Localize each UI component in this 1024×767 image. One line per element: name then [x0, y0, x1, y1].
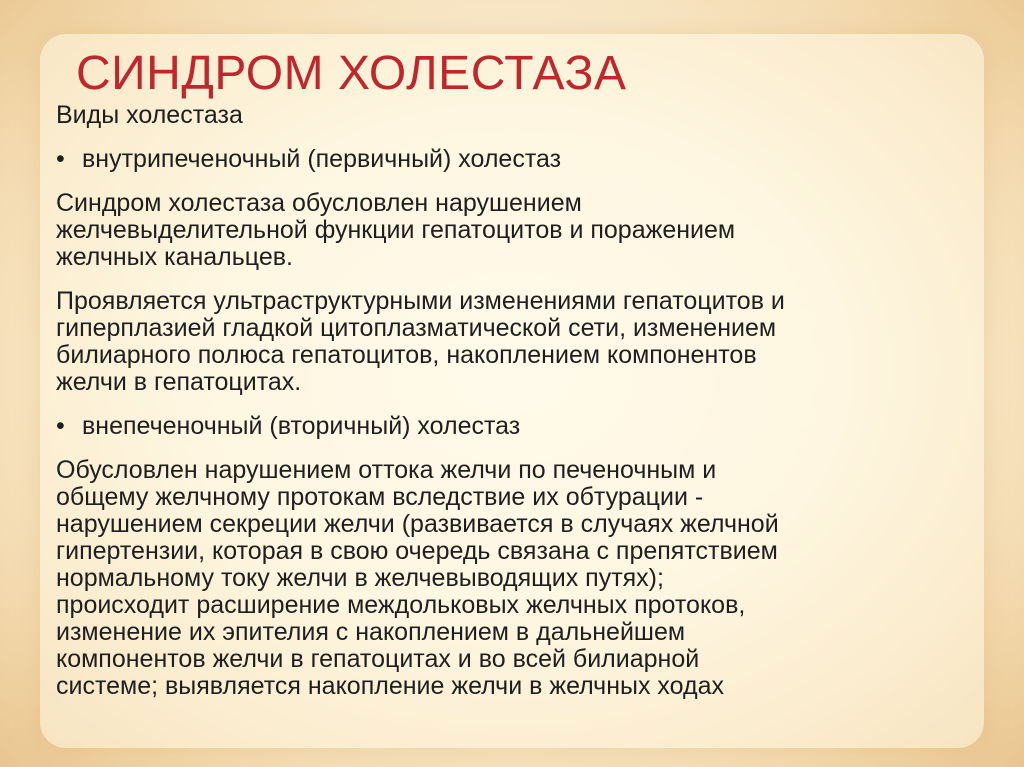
bullet-dot: • [56, 145, 65, 173]
paragraph-extrahepatic [56, 457, 976, 700]
paragraph-line: желчи в гепатоцитах. [56, 368, 302, 396]
slide-title: СИНДРОМ ХОЛЕСТАЗА [76, 47, 627, 100]
slide-content [56, 102, 976, 717]
paragraph-line: гиперплазией гладкой цитоплазматической сети, изменением [56, 314, 777, 342]
bullet-intrahepatic-text: внутрипеченочный (первичный) холестаз [82, 145, 562, 173]
paragraph-line: нарушением секреции желчи (развивается в случаях желчной [56, 510, 779, 538]
paragraph-line: происходит расширение междольковых желчных протоков, [56, 591, 746, 619]
paragraph-definition [56, 190, 976, 271]
paragraph-line: системе; выявляется накопление желчи в желчных ходах [56, 672, 724, 700]
paragraph-line: желчных канальцев. [56, 243, 293, 271]
bullet-extrahepatic-text: внепеченочный (вторичный) холестаз [82, 412, 521, 440]
paragraph-line: билиарного полюса гепатоцитов, накоплением компонентов [56, 341, 757, 369]
paragraph-line: желчевыделительной функции гепатоцитов и поражением [56, 216, 736, 244]
paragraph-line: Проявляется ультраструктурными изменениями гепатоцитов и [56, 287, 785, 315]
bullet-intrahepatic [56, 146, 976, 173]
paragraph-line: Обусловлен нарушением оттока желчи по печеночным и [56, 456, 717, 484]
section-heading: Виды холестаза [56, 101, 243, 129]
paragraph-line: гипертензии, которая в свою очередь связана с препятствием [56, 537, 778, 565]
paragraph-line: Синдром холестаза обусловлен нарушением [56, 189, 582, 217]
bullet-dot: • [56, 412, 65, 440]
bullet-extrahepatic [56, 413, 976, 440]
paragraph-manifestation [56, 288, 976, 396]
paragraph-line: изменение их эпителия с накоплением в дальнейшем [56, 618, 686, 646]
paragraph-line: компонентов желчи в гепатоцитах и во всей билиарной [56, 645, 700, 673]
paragraph-line: нормальному току желчи в желчевыводящих путях); [56, 564, 664, 592]
paragraph-line: общему желчному протокам вследствие их обтурации - [56, 483, 704, 511]
